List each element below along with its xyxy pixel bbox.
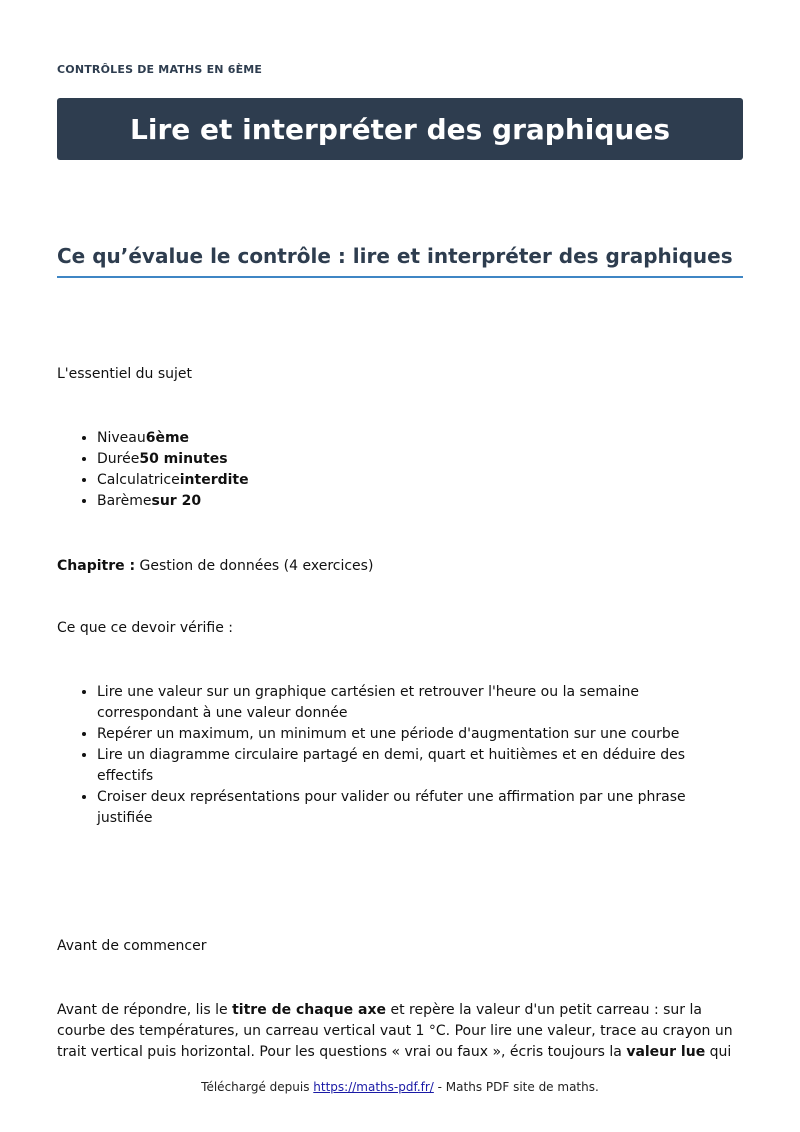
item-label: Niveau <box>97 430 146 446</box>
bold-run: titre de chaque axe <box>232 1002 386 1018</box>
chapitre-value: Gestion de données (4 exercices) <box>139 558 374 574</box>
list-item <box>97 470 743 491</box>
list-item: • Lire un diagramme circulaire partagé en demi, quart et huitièmes et en déduire des effectifs <box>97 745 743 787</box>
bold-run: valeur lue <box>626 1044 706 1060</box>
item-value: 50 minutes <box>139 451 228 467</box>
verifie-heading: Ce que ce devoir vérifie : <box>57 620 234 636</box>
verifie-list <box>57 682 743 829</box>
list-item: • Repérer un maximum, un minimum et une période d'augmentation sur une courbe <box>97 724 743 745</box>
list-item <box>97 428 743 449</box>
list-item: • Lire une valeur sur un graphique cartésien et retrouver l'heure ou la semaine correspondant à une valeur donnée <box>97 682 743 724</box>
text-run: et repère la valeur d'un petit carreau : sur la courbe des températures, un carreau vertical vaut 1 °C. Pour lire une valeur, trace au crayon un trait vertical puis horizontal. Pour les questions « vrai ou faux », écris toujours la <box>57 1002 733 1060</box>
chapitre-line <box>57 556 373 577</box>
item-label: Barème <box>97 493 152 509</box>
page-title: Lire et interpréter des graphiques <box>130 112 670 146</box>
text-run: qui <box>705 1044 732 1060</box>
document-category: CONTRÔLES DE MATHS EN 6ÈME <box>57 63 263 76</box>
list-item <box>97 449 743 470</box>
item-value: interdite <box>179 472 249 488</box>
item-label: Calculatrice <box>97 472 180 488</box>
item-value: sur 20 <box>151 493 202 509</box>
essentiel-list <box>57 428 743 512</box>
section-heading: Ce qu’évalue le contrôle : lire et interpréter des graphiques <box>57 244 743 278</box>
footer-link[interactable]: https://maths-pdf.fr/ <box>313 1080 434 1094</box>
chapitre-label: Chapitre : <box>57 558 136 574</box>
avant-heading: Avant de commencer <box>57 938 207 954</box>
text-run: Avant de répondre, lis le <box>57 1002 233 1018</box>
footer-prefix: Téléchargé depuis <box>201 1080 314 1094</box>
list-item: • Croiser deux représentations pour valider ou réfuter une affirmation par une phrase justifiée <box>97 787 743 829</box>
page-footer <box>0 1080 800 1094</box>
item-value: 6ème <box>145 430 190 446</box>
essentiel-heading: L'essentiel du sujet <box>57 366 193 382</box>
item-label: Durée <box>97 451 140 467</box>
footer-suffix: - Maths PDF site de maths. <box>433 1080 599 1094</box>
list-item <box>97 491 743 512</box>
title-banner <box>57 98 743 160</box>
avant-paragraph <box>57 1000 747 1063</box>
